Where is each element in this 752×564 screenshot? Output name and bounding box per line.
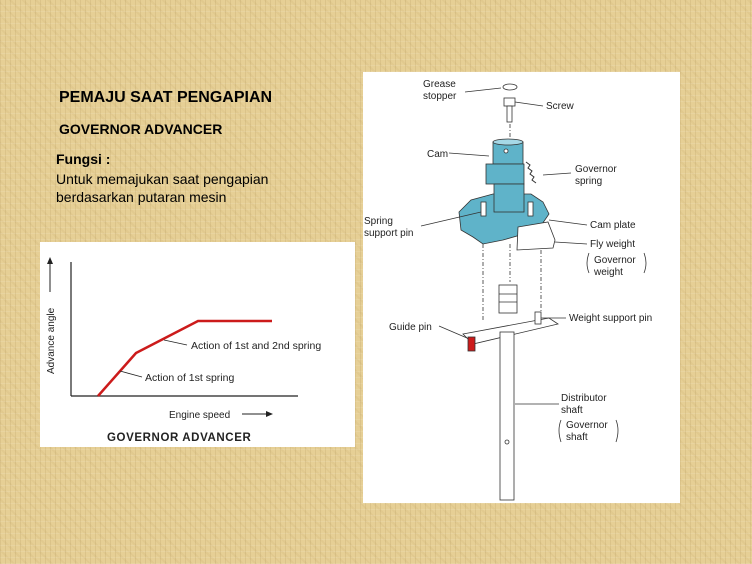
cam-hole xyxy=(504,149,508,153)
advance-graph-panel xyxy=(40,242,355,447)
guide-pin-part xyxy=(468,337,475,351)
label-distributor-2: shaft xyxy=(561,405,583,416)
grease-stopper-part xyxy=(503,84,517,90)
label-guide-pin: Guide pin xyxy=(389,322,432,333)
label-spring-support-pin-2: support pin xyxy=(364,228,414,239)
annotation-2-leader xyxy=(164,340,187,345)
screw-head xyxy=(504,98,515,106)
x-axis-arrowhead xyxy=(266,411,273,417)
cam-top-face xyxy=(493,139,523,145)
slide-subtitle: GOVERNOR ADVANCER xyxy=(59,121,223,137)
label-weight-support-pin: Weight support pin xyxy=(569,313,653,324)
fly-weight-part xyxy=(517,222,555,250)
annotation-1st-spring: Action of 1st spring xyxy=(145,372,235,384)
label-fly-weight: Fly weight xyxy=(590,239,636,250)
exploded-diagram-panel xyxy=(363,72,680,503)
bracket-shaft-right xyxy=(616,420,618,442)
label-cam: Cam xyxy=(427,149,449,160)
label-governor-weight-2: weight xyxy=(594,267,623,278)
label-cam-plate: Cam plate xyxy=(590,220,636,231)
label-screw: Screw xyxy=(546,101,574,112)
shaft-hole xyxy=(505,440,509,444)
distributor-shaft-part xyxy=(500,332,514,500)
advance-graph xyxy=(40,242,355,447)
label-governor-weight-1: Governor xyxy=(594,255,636,266)
y-axis-arrowhead xyxy=(47,257,53,264)
label-governor-spring-1: Governor xyxy=(575,164,617,175)
governor-spring-part xyxy=(526,162,536,183)
graph-caption: GOVERNOR ADVANCER xyxy=(107,432,252,444)
bracket-weight-right xyxy=(644,253,646,273)
x-axis-label: Engine speed xyxy=(169,410,231,421)
spring-support-pin-part xyxy=(481,202,486,216)
spring-support-pin-part-2 xyxy=(528,202,533,216)
cam-lower-part xyxy=(494,184,524,212)
governor-advancer-diagram xyxy=(363,72,680,503)
fungsi-text: Untuk memajukan saat pengapian berdasarkan putaran mesin xyxy=(56,171,269,205)
label-stopper: stopper xyxy=(423,91,457,102)
advance-curve xyxy=(98,321,272,396)
cam-middle-part xyxy=(486,164,524,184)
annotation-1-leader xyxy=(120,371,142,377)
label-spring-support-pin-1: Spring xyxy=(364,216,393,227)
fungsi-label: Fungsi : xyxy=(56,151,111,167)
bracket-weight-left xyxy=(587,253,589,273)
weight-support-pin-part xyxy=(535,312,541,324)
bracket-shaft-left xyxy=(559,420,561,442)
annotation-1st-2nd-spring: Action of 1st and 2nd spring xyxy=(191,340,322,352)
screw-body xyxy=(507,106,512,122)
label-grease: Grease xyxy=(423,79,456,90)
shaft-upper-part xyxy=(499,285,517,313)
label-governor-spring-2: spring xyxy=(575,176,603,187)
label-governor-shaft-1: Governor xyxy=(566,420,608,431)
y-axis-label: Advance angle xyxy=(46,307,57,374)
label-distributor-1: Distributor xyxy=(561,393,607,404)
label-governor-shaft-2: shaft xyxy=(566,432,588,443)
slide-title: PEMAJU SAAT PENGAPIAN xyxy=(59,89,273,106)
